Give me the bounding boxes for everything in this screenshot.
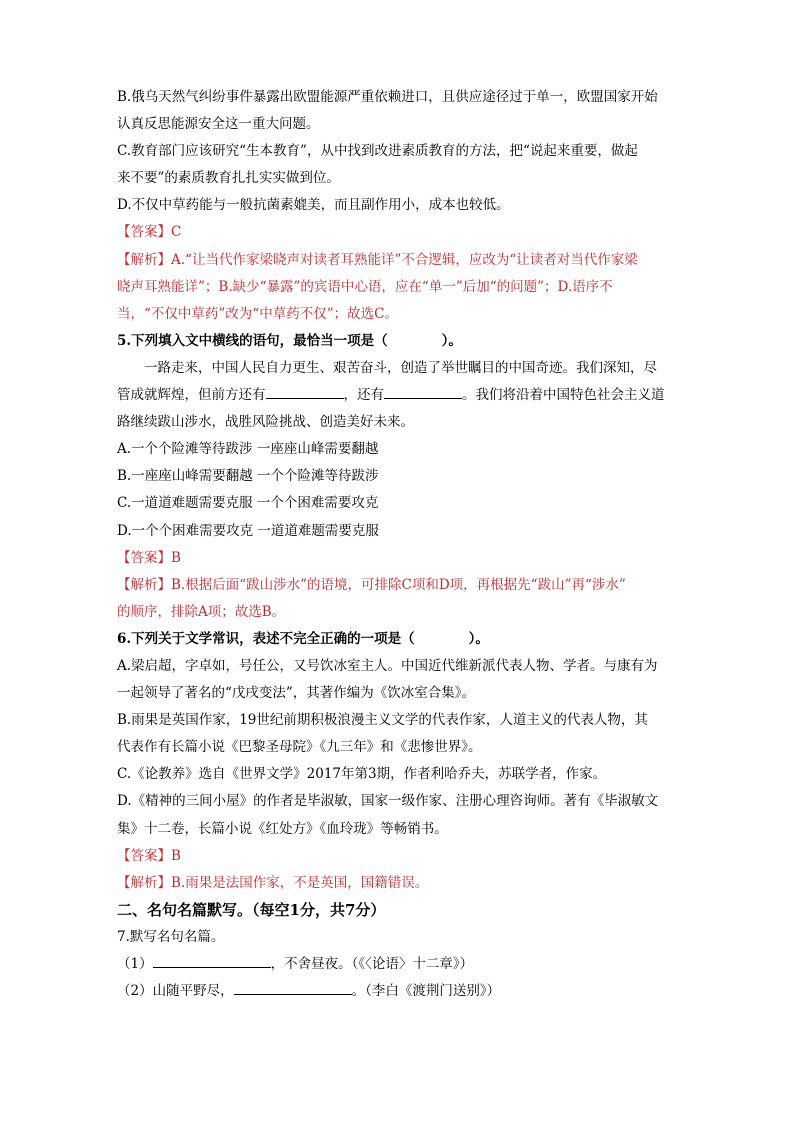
q5-option-d: D.一个个困难需要攻克 一道道难题需要克服 <box>117 522 379 539</box>
q4-option-b-line2: 认真反思能源安全这一重大问题。 <box>117 116 320 133</box>
answer-label: 【答案】 <box>117 224 171 241</box>
q4-answer <box>117 219 679 246</box>
q5-passage-line3: 路继续跋山涉水，战胜风险挑战、创造美好未来。 <box>117 414 414 431</box>
q5-answer: 【答案】B <box>117 549 181 566</box>
q7-stem: 7.默写名句名篇。 <box>117 928 225 945</box>
document-page <box>117 84 679 1005</box>
q6-option-b-line1: B.雨果是英国作家，19世纪前期积极浪漫主义文学的代表作家，人道主义的代表人物，其 <box>117 712 648 729</box>
q7-item-2: （2）山随平野尽， 。（李白《渡荆门送别》） <box>117 978 679 1005</box>
q5-analysis-line2: 的顺序，排除A项；故选B。 <box>117 603 286 620</box>
fill-blank-3[interactable] <box>153 953 271 968</box>
q6-option-d-line2: 集》十二卷，长篇小说《红处方》《血玲珑》等畅销书。 <box>117 820 448 837</box>
q4-option-c-line2: 来不要”的素质教育扎扎实实做到位。 <box>117 170 340 187</box>
section-2-heading: 二、名句名篇默写。（每空1分，共7分） <box>117 900 386 919</box>
q4-analysis-line3: 当，“不仅中草药”改为“中草药不仅”；故选C。 <box>117 305 398 322</box>
fill-blank-2[interactable] <box>384 384 462 399</box>
q4-option-d: D.不仅中草药能与一般抗菌素媲美，而且副作用小，成本也较低。 <box>117 197 510 214</box>
q5-option-b: B.一座座山峰需要翻越 一个个险滩等待跋涉 <box>117 468 379 485</box>
q7-item-1: （1） ，不舍昼夜。（《〈论语〉十二章》） <box>117 951 679 978</box>
q5-option-a: A.一个个险滩等待跋涉 一座座山峰需要翻越 <box>117 441 379 458</box>
q4-analysis-line1 <box>117 247 679 274</box>
q5-passage-line1: 一路走来，中国人民自力更生、艰苦奋斗，创造了举世瞩目的中国奇迹。我们深知，尽 <box>144 359 657 376</box>
q5-passage-line2: 管成就辉煌，但前方还有 ，还有 。我们将沿着中国特色社会主义道 <box>117 382 679 409</box>
q4-option-c-line1: C.教育部门应该研究“生本教育”，从中找到改进素质教育的方法，把“说起来重要，做起 <box>117 143 638 160</box>
q5-stem: 5.下列填入文中横线的语句，最恰当一项是（ ）。 <box>117 332 462 349</box>
fill-blank-1[interactable] <box>266 384 344 399</box>
q5-option-c: C.一道道难题需要克服 一个个困难需要攻克 <box>117 495 379 512</box>
answer-value: C <box>171 224 182 241</box>
q6-option-a-line2: 一起领导了著名的“戊戌变法”，其著作编为《饮冰室合集》。 <box>117 685 476 702</box>
q6-analysis: 【解析】B.雨果是法国作家，不是英国，国籍错误。 <box>117 874 429 891</box>
q6-option-d-line1: D.《精神的三间小屋》的作者是毕淑敏，国家一级作家、注册心理咨询师。著有《毕淑敏文 <box>117 793 659 810</box>
q5-analysis-line1: 【解析】B.根据后面“跋山涉水”的语境，可排除C项和D项，再根据先“跋山”再“涉水” <box>117 576 626 593</box>
q6-option-c: C.《论教养》选自《世界文学》2017年第3期，作者利哈乔夫，苏联学者，作家。 <box>117 766 607 783</box>
q6-answer: 【答案】B <box>117 847 181 864</box>
q6-option-a-line1: A.梁启超，字卓如，号任公，又号饮冰室主人。中国近代维新派代表人物、学者。与康有为 <box>117 657 658 674</box>
analysis-label: 【解析】 <box>117 251 171 268</box>
fill-blank-4[interactable] <box>234 980 352 995</box>
analysis-text: A.“让当代作家梁晓声对读者耳熟能详”不合逻辑，应改为“让读者对当代作家梁 <box>171 251 638 268</box>
q6-option-b-line2: 代表作有长篇小说《巴黎圣母院》《九三年》和《悲惨世界》。 <box>117 739 482 756</box>
q6-stem: 6.下列关于文学常识，表述不完全正确的一项是（ ）。 <box>117 630 489 647</box>
q4-option-b-line1: B.俄乌天然气纠纷事件暴露出欧盟能源严重依赖进口，且供应途径过于单一，欧盟国家开始 <box>117 89 658 105</box>
q4-analysis-line2: 晓声耳熟能详”；B.缺少“暴露”的宾语中心语，应在“单一”后加“的问题”；D.语序不 <box>117 278 613 295</box>
